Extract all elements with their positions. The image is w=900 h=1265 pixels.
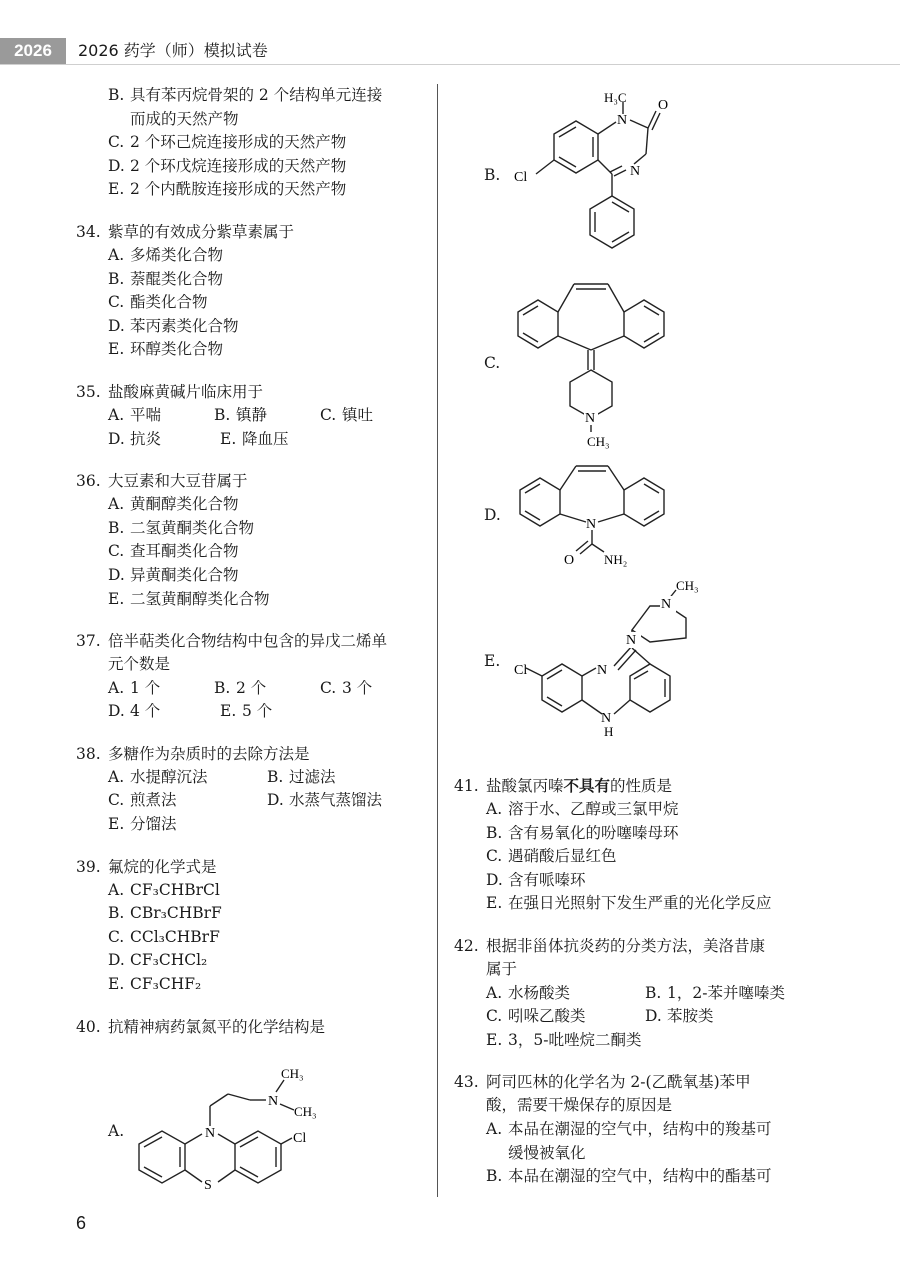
carbamazepine-structure-diagram bbox=[484, 460, 714, 580]
structure-b bbox=[484, 84, 714, 264]
option-a: A. 1 个 bbox=[108, 678, 161, 697]
right-column bbox=[454, 774, 804, 1207]
question-number: 35. bbox=[76, 382, 101, 401]
option-letter: E. bbox=[484, 652, 501, 670]
question-stem-cont: 属于 bbox=[486, 959, 518, 978]
option-a: A. 平喘 bbox=[108, 405, 162, 424]
question-42 bbox=[454, 934, 804, 1052]
clozapine-structure-diagram bbox=[484, 576, 714, 746]
structure-e bbox=[484, 576, 714, 746]
option-c: C. 吲哚乙酸类 bbox=[486, 1007, 586, 1026]
chlorine-label: Cl bbox=[514, 663, 528, 678]
option-d: D. 苯胺类 bbox=[645, 1007, 714, 1026]
option-d: D. CF₃CHCl₂ bbox=[108, 951, 208, 970]
nitrogen-label: N bbox=[268, 1094, 279, 1109]
oxygen-label: O bbox=[658, 98, 669, 113]
methyl-label: CH₃ bbox=[676, 578, 699, 593]
structure-d bbox=[484, 460, 714, 580]
question-stem: 阿司匹林的化学名为 2-(乙酰氧基)苯甲 bbox=[486, 1073, 751, 1092]
question-number: 37. bbox=[76, 632, 101, 651]
nitrogen-label: N bbox=[585, 411, 596, 426]
amine-label: NH₂ bbox=[604, 552, 628, 567]
option-e: E. 在强日光照射下发生严重的光化学反应 bbox=[486, 894, 772, 913]
option-a: A. 溶于水、乙醇或三氯甲烷 bbox=[486, 800, 679, 818]
chlorine-label: Cl bbox=[293, 1131, 307, 1146]
option-e: E. 5 个 bbox=[220, 702, 273, 721]
question-number: 36. bbox=[76, 472, 101, 491]
option-b: B. 1，2-苯并噻嗪类 bbox=[645, 983, 785, 1002]
question-34 bbox=[76, 220, 426, 362]
year-tag: 2026 bbox=[0, 38, 66, 64]
question-38 bbox=[76, 742, 426, 837]
structure-c bbox=[484, 272, 714, 462]
sulfur-label: S bbox=[204, 1178, 212, 1193]
column-divider bbox=[437, 84, 438, 1197]
methyl-label: CH₃ bbox=[587, 434, 610, 449]
nitrogen-label: N bbox=[630, 164, 641, 179]
option-c: C. 查耳酮类化合物 bbox=[108, 542, 239, 561]
option: D. 2 个环戊烷连接形成的天然产物 bbox=[108, 156, 347, 175]
option-d: D. 4 个 bbox=[108, 702, 161, 721]
question-stem: 倍半萜类化合物结构中包含的异戊二烯单 bbox=[108, 632, 388, 651]
cyproheptadine-structure-diagram bbox=[484, 272, 714, 462]
option-d: D. 含有哌嗪环 bbox=[486, 870, 586, 889]
question-43 bbox=[454, 1070, 804, 1188]
option-c: C. CCl₃CHBrF bbox=[108, 927, 220, 946]
option-b: B. CBr₃CHBrF bbox=[108, 904, 222, 923]
left-column bbox=[76, 84, 426, 1057]
nitrogen-label: N bbox=[597, 663, 608, 678]
question-number: 34. bbox=[76, 222, 101, 241]
hydrogen-label: H bbox=[604, 724, 614, 739]
nitrogen-label: N bbox=[617, 113, 628, 128]
oxygen-label: O bbox=[564, 553, 575, 568]
option-c: C. 煎煮法 bbox=[108, 791, 177, 810]
option-c: C. 遇硝酸后显红色 bbox=[486, 847, 617, 866]
option-a: A. 水提醇沉法 bbox=[108, 767, 208, 786]
emphasis-text: 不具有 bbox=[563, 777, 611, 795]
question-stem: 紫草的有效成分紫草素属于 bbox=[108, 222, 295, 241]
option: C. 2 个环己烷连接形成的天然产物 bbox=[108, 133, 347, 152]
question-36 bbox=[76, 469, 426, 611]
chlorine-label: Cl bbox=[514, 170, 528, 185]
nitrogen-label: N bbox=[626, 633, 637, 648]
option-a: A. 水杨酸类 bbox=[486, 983, 571, 1002]
question-39 bbox=[76, 855, 426, 997]
option-e: E. 降血压 bbox=[220, 429, 289, 448]
question-35 bbox=[76, 380, 426, 451]
question-number: 43. bbox=[454, 1073, 479, 1092]
option-d: D. 水蒸气蒸馏法 bbox=[267, 791, 383, 810]
option-letter: C. bbox=[484, 354, 501, 372]
option-b: B. 二氢黄酮类化合物 bbox=[108, 518, 255, 537]
nitrogen-label: N bbox=[661, 597, 672, 612]
option: 而成的天然产物 bbox=[130, 109, 239, 128]
question-stem: 氟烷的化学式是 bbox=[108, 857, 217, 876]
option-c: C. 镇吐 bbox=[320, 405, 374, 424]
page-number: 6 bbox=[76, 1213, 87, 1233]
question-37 bbox=[76, 629, 426, 724]
question-33-continuation bbox=[76, 84, 426, 202]
question-stem-cont: 酸，需要干燥保存的原因是 bbox=[486, 1096, 673, 1115]
question-41 bbox=[454, 774, 804, 916]
question-stem: 根据非甾体抗炎药的分类方法，美洛昔康 bbox=[486, 936, 766, 955]
option-c: C. 3 个 bbox=[320, 678, 373, 697]
question-40 bbox=[76, 1015, 426, 1039]
option-letter: A. bbox=[108, 1122, 125, 1140]
question-stem: 盐酸氯丙嗪不具有的性质是 bbox=[486, 777, 673, 795]
page-header bbox=[0, 38, 900, 64]
question-number: 42. bbox=[454, 936, 479, 955]
option-letter: D. bbox=[484, 506, 501, 524]
question-number: 40. bbox=[76, 1017, 101, 1036]
benzodiazepine-structure-diagram bbox=[484, 84, 714, 264]
option-a: A. 多烯类化合物 bbox=[108, 245, 224, 264]
question-number: 41. bbox=[454, 777, 479, 795]
methyl-label: H₃C bbox=[604, 90, 627, 105]
option-e: E. 分馏法 bbox=[108, 815, 177, 834]
nitrogen-label: N bbox=[601, 711, 612, 726]
option-e: E. 二氢黄酮醇类化合物 bbox=[108, 589, 270, 608]
header-title: 2026 药学（师）模拟试卷 bbox=[78, 41, 268, 60]
question-number: 39. bbox=[76, 857, 101, 876]
option: E. 2 个内酰胺连接形成的天然产物 bbox=[108, 180, 347, 199]
option-a: A. 本品在潮湿的空气中，结构中的羧基可 bbox=[486, 1119, 772, 1138]
question-stem: 多糖作为杂质时的去除方法是 bbox=[108, 744, 310, 763]
question-stem-cont: 元个数是 bbox=[108, 655, 171, 674]
option-a: A. CF₃CHBrCl bbox=[108, 880, 220, 899]
structure-a bbox=[104, 1060, 334, 1200]
option-d: D. 异黄酮类化合物 bbox=[108, 565, 239, 584]
option: B. 具有苯丙烷骨架的 2 个结构单元连接 bbox=[108, 86, 383, 104]
option-b: B. 含有易氧化的吩噻嗪母环 bbox=[486, 823, 679, 842]
option-d: D. 抗炎 bbox=[108, 429, 162, 448]
question-stem: 盐酸麻黄碱片临床用于 bbox=[108, 382, 264, 401]
methyl-label: CH₃ bbox=[294, 1104, 317, 1119]
question-stem: 大豆素和大豆苷属于 bbox=[108, 472, 248, 491]
question-stem: 抗精神病药氯氮平的化学结构是 bbox=[108, 1017, 326, 1036]
option-b: B. 萘醌类化合物 bbox=[108, 269, 224, 288]
question-number: 38. bbox=[76, 744, 101, 763]
phenothiazine-structure-diagram bbox=[104, 1060, 334, 1200]
option-c: C. 酯类化合物 bbox=[108, 293, 208, 312]
option-letter: B. bbox=[484, 166, 501, 184]
option-b: B. 过滤法 bbox=[267, 767, 336, 786]
option-b: B. 2 个 bbox=[214, 678, 267, 697]
option-b: B. 本品在潮湿的空气中，结构中的酯基可 bbox=[486, 1167, 772, 1186]
option-a: A. 黄酮醇类化合物 bbox=[108, 495, 239, 514]
methyl-label: CH₃ bbox=[281, 1066, 304, 1081]
option-e: E. 环醇类化合物 bbox=[108, 340, 224, 359]
nitrogen-label: N bbox=[586, 517, 597, 532]
nitrogen-label: N bbox=[205, 1126, 216, 1141]
option-d: D. 苯丙素类化合物 bbox=[108, 316, 239, 335]
option-b: B. 镇静 bbox=[214, 405, 268, 424]
option-a-cont: 缓慢被氧化 bbox=[508, 1143, 586, 1162]
option-e: E. 3，5-吡唑烷二酮类 bbox=[486, 1030, 642, 1049]
option-e: E. CF₃CHF₂ bbox=[108, 975, 202, 994]
header-rule bbox=[0, 64, 900, 65]
